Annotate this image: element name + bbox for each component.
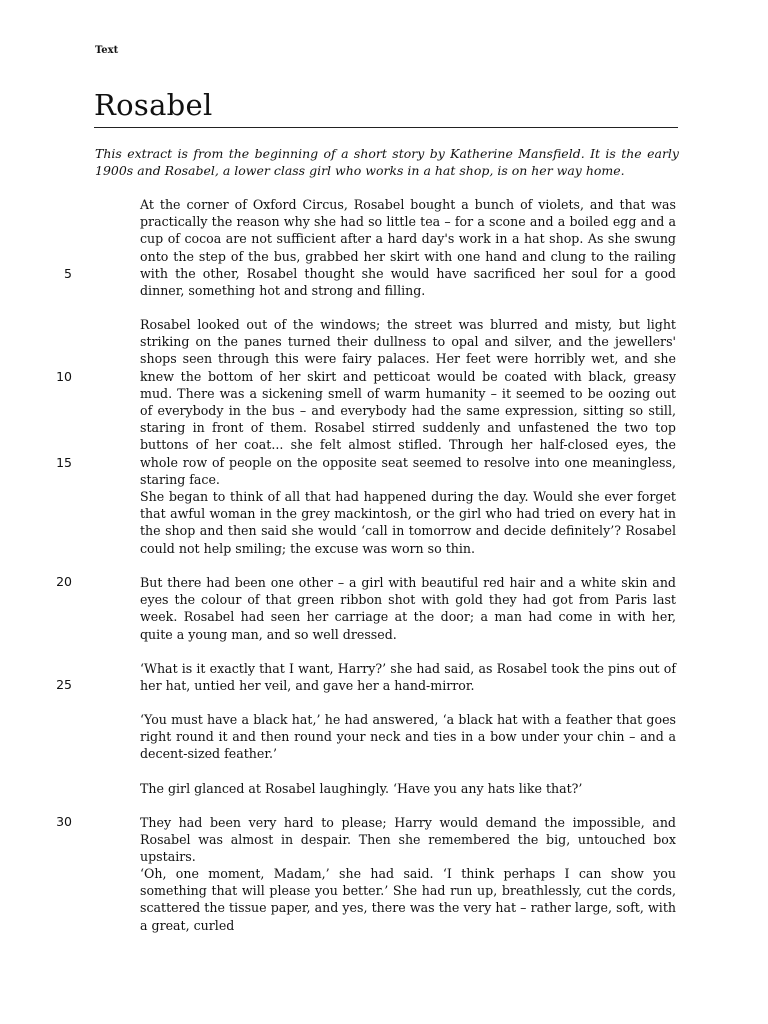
- paragraph-4: But there had been one other – a girl with beautiful red hair and a white skin and eyes the colour of that green ribbon shot with gold they had got from Paris last week. Rosabel had seen her carriage at the door; a man had come in with her, quite a young man, and so well dressed.: [140, 575, 676, 642]
- paragraph-3: She began to think of all that had happened during the day. Would she ever forget that awful woman in the grey mackintosh, or the girl who had tried on every hat in the shop and then said she would ‘call in tomorrow and decide definitely’? Rosabel could not help smiling; the excuse was worn so thin.: [140, 489, 676, 556]
- paragraph-8: They had been very hard to please; Harry would demand the impossible, and Rosabel was almost in despair. Then she remembered the big, untouched box upstairs.: [140, 815, 676, 865]
- paragraph-7: The girl glanced at Rosabel laughingly. ‘Have you any hats like that?’: [140, 781, 583, 796]
- line-number: 20: [56, 574, 72, 589]
- section-label: Text: [95, 45, 119, 56]
- paragraph-6: ‘You must have a black hat,’ he had answered, ‘a black hat with a feather that goes right round it and then round your neck and ties in a bow under your chin – and a decent-sized feather.’: [140, 712, 676, 762]
- paragraph-1: At the corner of Oxford Circus, Rosabel bought a bunch of violets, and that was practically the reason why she had so little tea – for a scone and a boiled egg and a cup of cocoa are not sufficient after a hard day's work in a hat shop. As she swung onto the step of the bus, grabbed her skirt with one hand and clung to the railing with the other, Rosabel thought she would have sacrificed her soul for a good dinner, something hot and strong and filling.: [140, 197, 676, 299]
- title-rule: [94, 127, 678, 128]
- line-number: 30: [56, 814, 72, 829]
- line-number: 10: [56, 369, 72, 384]
- intro-text: This extract is from the beginning of a short story by Katherine Mansfield. It is the early 1900s and Rosabel, a lower class girl who works in a hat shop, is on her way home.: [95, 146, 679, 179]
- line-number: 15: [56, 455, 72, 470]
- document-title: Rosabel: [94, 88, 213, 122]
- paragraph-9: ‘Oh, one moment, Madam,’ she had said. ‘I think perhaps I can show you something that will please you better.’ She had run up, breathlessly, cut the cords, scattered the tissue paper, and yes, there was the very hat – rather large, soft, with a great, curled: [140, 866, 676, 933]
- paragraph-2: Rosabel looked out of the windows; the street was blurred and misty, but light striking on the panes turned their dullness to opal and silver, and the jewellers' shops seen through this were fairy palaces. Her feet were horribly wet, and she knew the bottom of her skirt and petticoat would be coated with black, greasy mud. There was a sickening smell of warm humanity – it seemed to be oozing out of everybody in the bus – and everybody had the same expression, sitting so still, staring in front of them. Rosabel stirred suddenly and unfastened the two top buttons of her coat... she felt almost stifled. Through her half-closed eyes, the whole row of people on the opposite seat seemed to resolve into one meaningless, staring face.: [140, 317, 676, 487]
- paragraph-5: ‘What is it exactly that I want, Harry?’ she had said, as Rosabel took the pins out of her hat, untied her veil, and gave her a hand-mirror.: [140, 661, 676, 694]
- line-number: 25: [56, 677, 72, 692]
- line-number: 5: [64, 266, 72, 281]
